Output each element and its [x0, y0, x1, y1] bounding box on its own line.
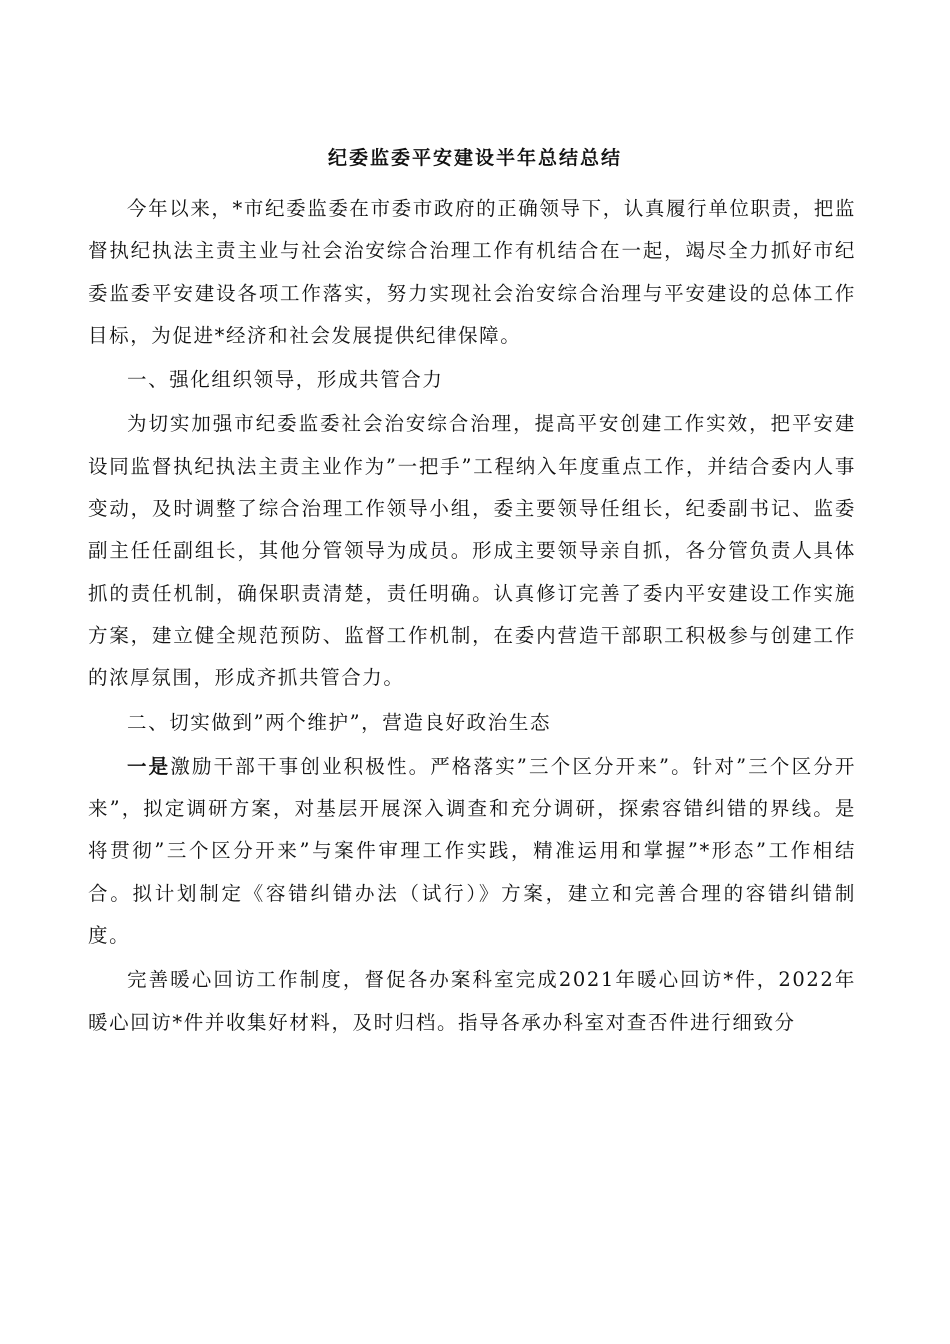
document-title: 纪委监委平安建设半年总结总结	[327, 147, 622, 169]
intro-paragraph: 今年以来，*市纪委监委在市委市政府的正确领导下，认真履行单位职责，把监督执纪执法主责主业与社会治安综合治理工作有机结合在一起，竭尽全力抓好市纪委监委平安建设各项工作落实，努力实现社会治安综合治理与平安建设的总体工作目标，为促进*经济和社会发展提供纪律保障。	[88, 197, 856, 347]
section-1-paragraph: 为切实加强市纪委监委社会治安综合治理，提高平安创建工作实效，把平安建设同监督执纪执法主责主业作为”一把手”工程纳入年度重点工作，并结合委内人事变动，及时调整了综合治理工作领导小组，委主要领导任组长，纪委副书记、监委副主任任副组长，其他分管领导为成员。形成主要领导亲自抓，各分管负责人具体抓的责任机制，确保职责清楚，责任明确。认真修订完善了委内平安建设工作实施方案，建立健全规范预防、监督工作机制，在委内营造干部职工积极参与创建工作的浓厚氛围，形成齐抓共管合力。	[88, 412, 856, 690]
section-2-paragraph	[88, 746, 856, 957]
section-1-heading: 一、强化组织领导，形成共管合力	[127, 368, 444, 392]
document-body	[88, 188, 856, 1046]
section-2-text: 激励干部干事创业积极性。严格落实”三个区分开来”。针对”三个区分开来”，拟定调研方案，对基层开展深入调查和充分调研，探索容错纠错的界线。是将贯彻”三个区分开来”与案件审理工作实践，精准运用和掌握”*形态”工作相结合。拟计划制定《容错纠错办法（试行）》方案，建立和完善合理的容错纠错制度。	[88, 754, 856, 948]
section-2-heading: 二、切实做到”两个维护”，营造良好政治生态	[127, 710, 552, 734]
section-2-lead: 一是	[127, 754, 171, 778]
section-2-paragraph-2: 完善暖心回访工作制度，督促各办案科室完成2021年暖心回访*件，2022年暖心回访*件并收集好材料，及时归档。指导各承办科室对查否件进行细致分	[88, 968, 856, 1034]
